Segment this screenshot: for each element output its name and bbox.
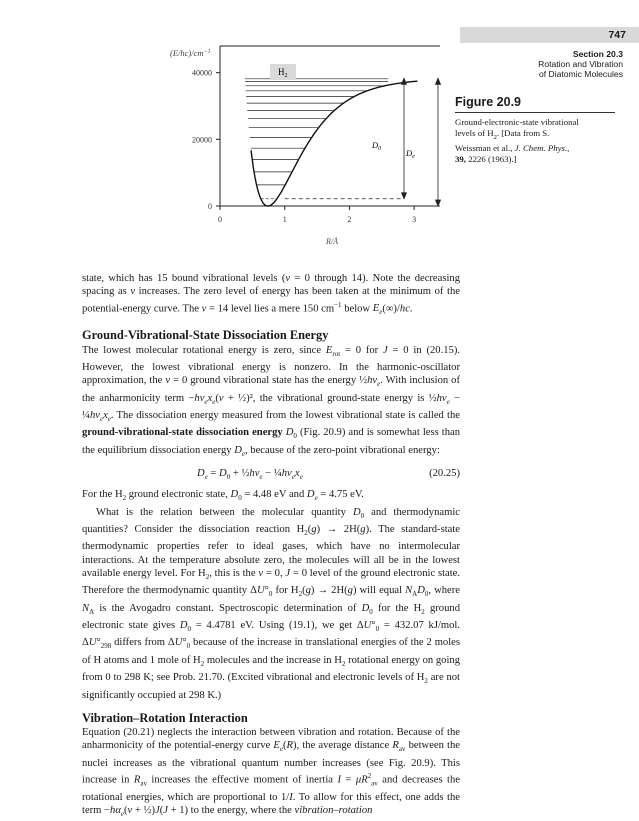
page-number-bar [460, 27, 639, 43]
paragraph-dissociation: The lowest molecular rotational energy is zero, since $E_{rot} = 0$ for J = 0 in (20.15). However, the lowest vibrational energy is nonzero. In the harmonic-oscillator approximation, the v = 0 ground vibrational state has the energy $\frac{1}{2}h\nu_e$. With inclusion of the anharmonicity term $-h\nu_ex_e(v$ + ½)², the vibrational ground-state energy is $\frac{1}{2}h\nu_e$ − $\frac{1}{4}h\nu_ex_e$. The dissociation energy measured from the lowest vibrational state is called the ground-vibrational-state dissociation energy $D_0$ (Fig. 20.9) and is somewhat less than the equilibrium dissociation energy $D_e$, because of the zero-point vibrational energy: [82, 344, 461, 458]
caption-line2-end: . [Data from S. [496, 128, 550, 138]
section-title-line2: of Diatomic Molecules [538, 69, 623, 79]
caption-line3: Weissman et al., [455, 142, 515, 153]
section-number: Section 20.3 [572, 49, 623, 59]
ticks-group [192, 69, 416, 224]
paragraph-intro: state, which has 15 bound vibrational levels (v = 0 through 14). Note the decreasing spacing as v increases. The zero level of energy has been taken at the minimum of the potential-energy curve. The v = 14 level lies a mere 150 $cm^{-1}$ below $E_e(\infty)/hc$. [82, 273, 460, 317]
y-tick-label: 20000 [192, 135, 212, 145]
svg-text:H2: $H_2$ [278, 67, 288, 79]
chart-axes [220, 46, 440, 206]
y-tick-label: 40000 [192, 68, 212, 78]
equation-body: $D_e = D_0$ + $\frac{1}{2}h\nu_e$ − $\frac{1}{4}h\nu_ex_e$ [197, 468, 303, 482]
svg-text:(E/hc)/cm−1: $(E/hc)/cm^{-1}$ [170, 48, 211, 58]
d0-arrow-arrowhead [402, 193, 407, 199]
heading-vibration-rotation: Vibration–Rotation Interaction [82, 710, 248, 725]
paragraph-thermodynamic: What is the relation between the molecular quantity $D_0$ and thermodynamic quantities? Consider the dissociation reaction $H_2(g) \to 2H(g)$. The standard-state thermodynamic properties refer to ideal gases, which have no intermolecular interactions. At the temperature absolute zero, the molecules will all be in the lowest available energy level. For $H_2$, this is the v = 0, J = 0 level of the ground electronic state. Therefore the thermodynamic quantity $\Delta U^\circ_0$ for $H_2(g) \to 2H(g)$ will equal $N_AD_0$, where $N_A$ is the Avogadro constant. Spectroscopic determination of $D_0$ for the $H_2$ ground electronic state gives $D_0 = 4.4781$ eV. Using (19.1), we get $\Delta U^\circ_0 = 432.07$ kJ/mol. $\Delta U^\circ_{298}$ differs from $\Delta U^\circ_0$ because of the increase in translational energies of the 2 moles of H atoms and 1 mole of $H_2$ molecules and the increase in $H_2$ rotational energy on going from 0 to 298 K; see Prob. 21.70. (Excited vibrational and electronic levels of $H_2$ are not significantly occupied at 298 K.) [82, 506, 461, 701]
d0-label: $D_0$ [372, 140, 382, 152]
caption-line2: levels of H [455, 128, 494, 138]
dissociation-arrows [272, 78, 441, 206]
section-title-line1: Rotation and Vibration [538, 59, 623, 69]
caption-sub: 2 [493, 133, 497, 141]
x-tick-label: 0 [218, 215, 222, 224]
page-number: 747 [608, 29, 626, 41]
heading-dissociation-energy: Ground-Vibrational-State Dissociation Energy [82, 328, 329, 343]
caption-line4: 2226 (1963).] [466, 153, 517, 164]
body-text [82, 272, 460, 821]
equation-number: (20.25) [429, 468, 460, 480]
figure-label: Figure 20.9 [455, 95, 521, 109]
x-axis-label: R/Å [326, 237, 338, 246]
figure-caption [455, 117, 620, 165]
caption-journal: J. Chem. Phys., [514, 142, 570, 153]
de-arrow-arrowhead [436, 200, 441, 206]
paragraph-h2-values: For the $H_2$ ground electronic state, $D_0 = 4.48$ eV and $D_e = 4.75$ eV. [82, 489, 364, 503]
paragraph-vibration-rotation: Equation (20.21) neglects the interaction between vibration and rotation. Because of the anharmonicity of the potential-energy curve $E_e(R)$, the average distance $R_{av}$ between the nuclei increases as the vibrational quantum number increases (see Fig. 20.9). This increase in $R_{av}$ increases the effective moment of inertia $I = \mu R^2_{av}$ and decreases the rotational energies, which are proportional to 1/I. To allow for this effect, one adds the term $-h\alpha_e(v$ + ½)J(J + 1) to the energy, where the vibration–rotation [82, 727, 460, 819]
potential-energy-curve [251, 81, 417, 206]
y-axis-label [170, 48, 211, 58]
running-head [538, 49, 623, 79]
vibrational-levels [245, 79, 388, 199]
figure-caption-rule [455, 112, 615, 113]
molecule-label [270, 64, 296, 80]
x-tick-label: 2 [347, 215, 352, 224]
d0-arrow-arrowhead [402, 78, 407, 84]
de-arrow-arrowhead [436, 78, 441, 84]
equation-20-25 [82, 467, 460, 484]
caption-volume: 39, [455, 153, 466, 164]
y-tick-label: 0 [208, 202, 212, 211]
x-tick-label: 1 [282, 215, 287, 224]
x-tick-label: 3 [412, 215, 417, 224]
potential-energy-figure [140, 38, 450, 253]
caption-line1: Ground-electronic-state vibrational [455, 117, 579, 127]
de-label: $D_e$ [406, 148, 415, 160]
